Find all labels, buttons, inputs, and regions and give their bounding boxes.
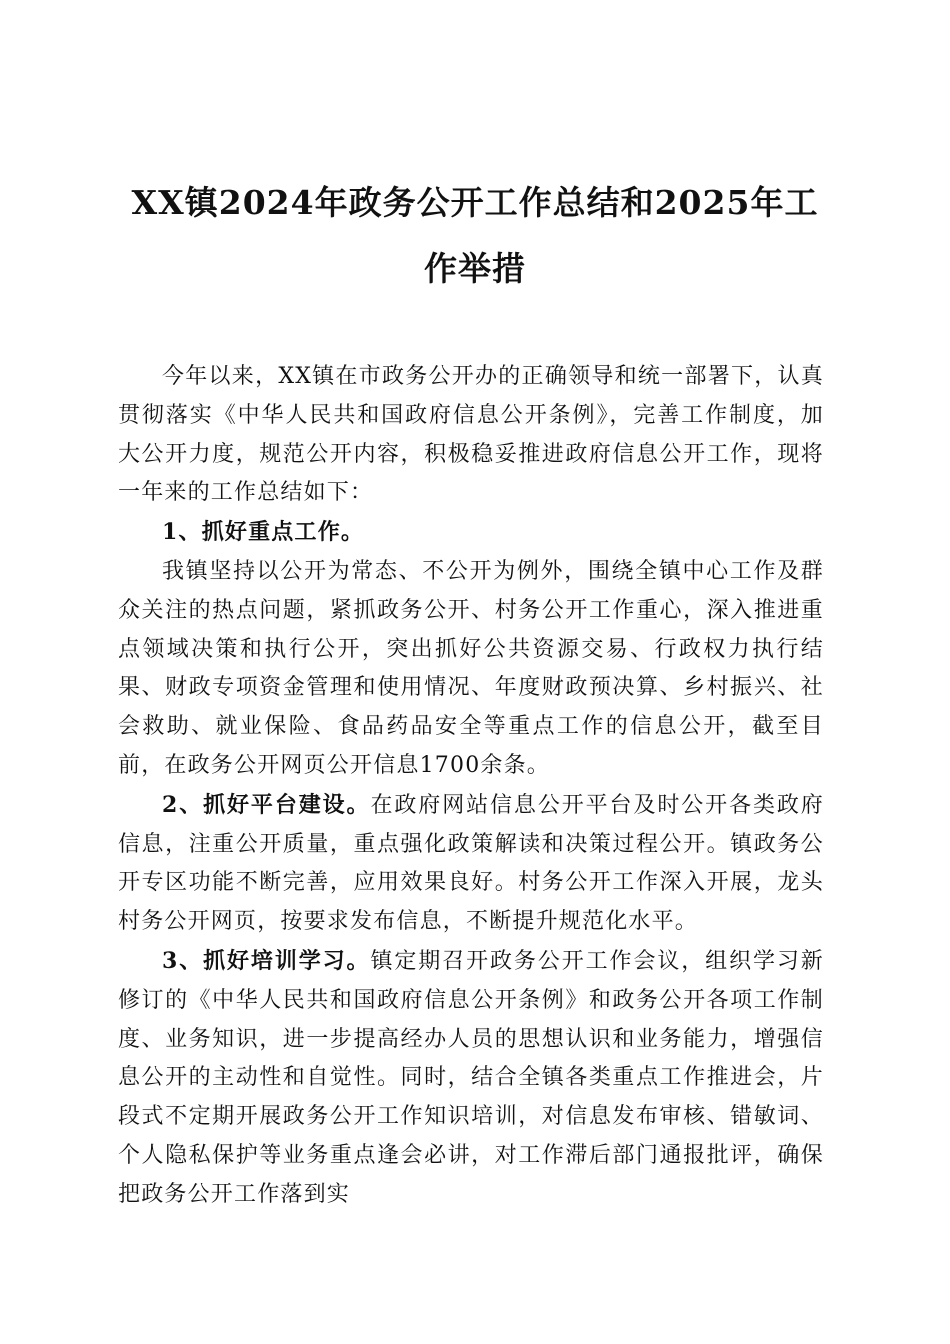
section-3-heading: 3、抓好培训学习。 [162,947,371,974]
section-1-paragraph [118,513,824,553]
section-1-heading: 1、抓好重点工作。 [162,519,365,546]
section-2-heading: 2、抓好平台建设。 [162,791,371,818]
section-3-paragraph [118,942,824,1215]
section-2-body: 在政府网站信息公开平台及时公开各类政府信息，注重公开质量，重点强化政策解读和决策过程公开。镇政务公开专区功能不断完善，应用效果良好。村务公开工作深入开展，龙头村务公开网页，按要求发布信息，不断提升规范化水平。 [118,792,824,935]
section-2-paragraph [118,786,824,942]
section-3-body: 镇定期召开政务公开工作会议，组织学习新修订的《中华人民共和国政府信息公开条例》和政务公开各项工作制度、业务知识，进一步提高经办人员的思想认识和业务能力，增强信息公开的主动性和自觉性。同时，结合全镇各类重点工作推进会，片段式不定期开展政务公开工作知识培训，对信息发布审核、错敏词、个人隐私保护等业务重点逢会必讲，对工作滞后部门通报批评，确保把政务公开工作落到实 [118,948,824,1207]
intro-paragraph: 今年以来，XX镇在市政务公开办的正确领导和统一部署下，认真贯彻落实《中华人民共和国政府信息公开条例》，完善工作制度，加大公开力度，规范公开内容，积极稳妥推进政府信息公开工作，现将一年来的工作总结如下： [118,364,824,506]
document-title: XX镇2024年政务公开工作总结和2025年工作举措 [131,183,819,288]
document-body [118,358,824,1215]
section-1-body: 我镇坚持以公开为常态、不公开为例外，围绕全镇中心工作及群众关注的热点问题，紧抓政务公开、村务公开工作重心，深入推进重点领域决策和执行公开，突出抓好公共资源交易、行政权力执行结果、财政专项资金管理和使用情况、年度财政预决算、乡村振兴、社会救助、就业保险、食品药品安全等重点工作的信息公开，截至目前，在政务公开网页公开信息1700余条。 [118,558,824,778]
